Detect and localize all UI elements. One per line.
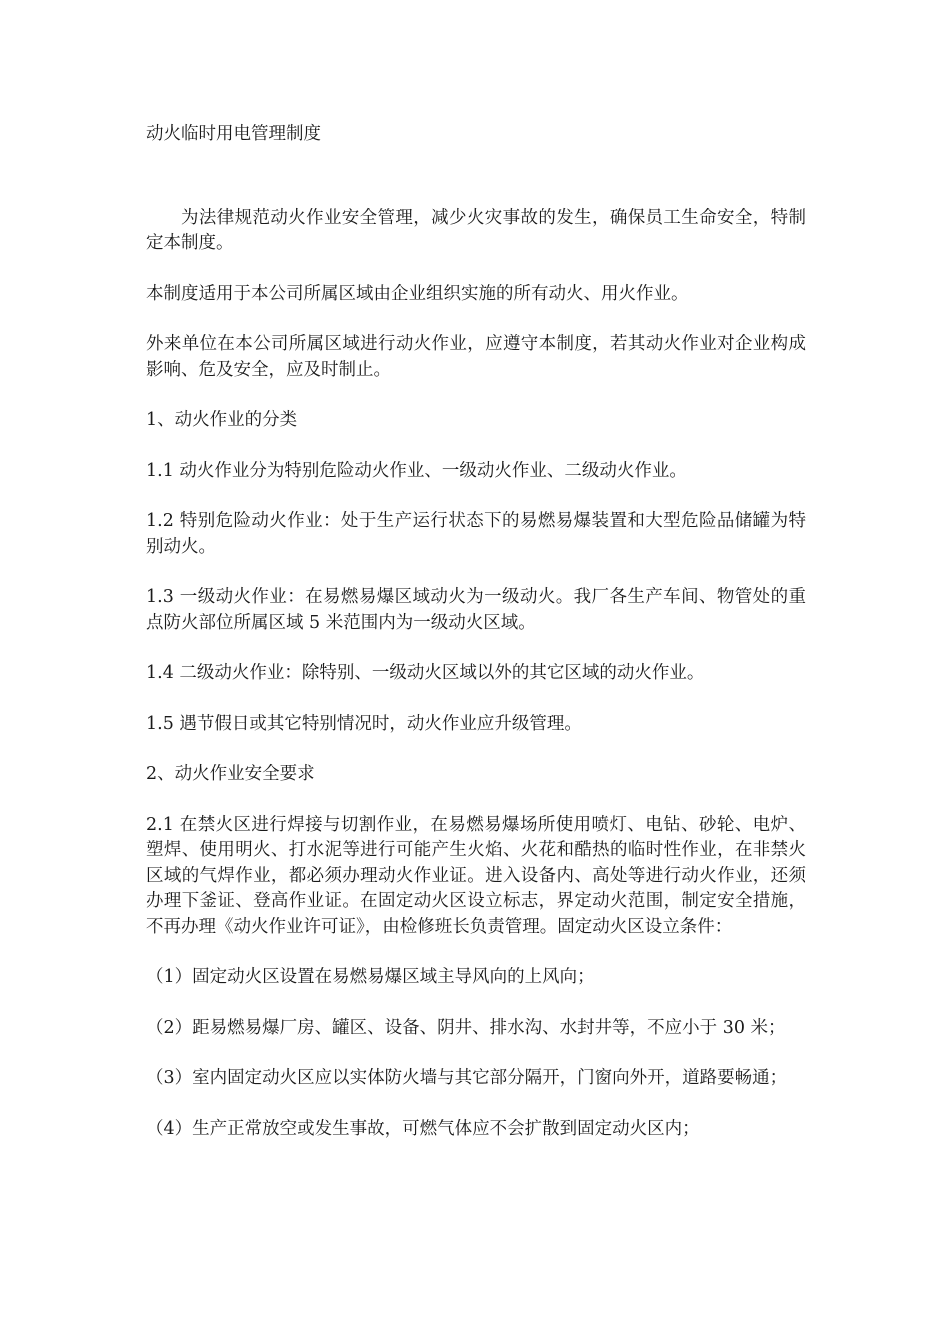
condition-item-2: （2）距易燃易爆厂房、罐区、设备、阴井、排水沟、水封井等，不应小于 30 米； [146,1017,786,1038]
clause-1-2: 1.2 特别危险动火作业：处于生产运行状态下的易燃易爆装置和大型危险品储罐为特别动火。 [146,511,806,557]
condition-item-4: （4）生产正常放空或发生事故，可燃气体应不会扩散到固定动火区内； [146,1118,700,1139]
document-title: 动火临时用电管理制度 [146,124,321,144]
clause-1-3: 1.3 一级动火作业：在易燃易爆区域动火为一级动火。我厂各生产车间、物管处的重点防火部位所属区域 5 米范围内为一级动火区域。 [146,587,806,633]
section-heading-safety-requirements: 2、动火作业安全要求 [146,764,315,784]
clause-1-4: 1.4 二级动火作业：除特别、一级动火区域以外的其它区域的动火作业。 [146,663,705,683]
section-heading-classification: 1、动火作业的分类 [146,410,298,430]
clause-1-1: 1.1 动火作业分为特别危险动火作业、一级动火作业、二级动火作业。 [146,460,687,481]
paragraph-scope: 本制度适用于本公司所属区域由企业组织实施的所有动火、用火作业。 [146,283,689,304]
clause-2-1: 2.1 在禁火区进行焊接与切割作业，在易燃易爆场所使用喷灯、电钻、砂轮、电炉、塑焊、使用明火、打水泥等进行可能产生火焰、火花和酷热的临时性作业，在非禁火区域的气焊作业，都必须办理动火作业证。进入设备内、高处等进行动火作业，还须办理下釜证、登高作业证。在固定动火区设立标志，界定动火范围，制定安全措施，不再办理《动火作业许可证》，由检修班长负责管理。固定动火区设立条件： [146,814,806,937]
document-page [146,122,806,1167]
paragraph-external-units: 外来单位在本公司所属区域进行动火作业，应遵守本制度，若其动火作业对企业构成影响、危及安全，应及时制止。 [146,334,806,380]
paragraph-purpose: 为法律规范动火作业安全管理，减少火灾事故的发生，确保员工生命安全，特制定本制度。 [146,207,806,253]
condition-item-3: （3）室内固定动火区应以实体防火墙与其它部分隔开，门窗向外开，道路要畅通； [146,1068,788,1088]
clause-1-5: 1.5 遇节假日或其它特别情况时，动火作业应升级管理。 [146,713,582,734]
condition-item-1: （1）固定动火区设置在易燃易爆区域主导风向的上风向； [146,967,595,987]
